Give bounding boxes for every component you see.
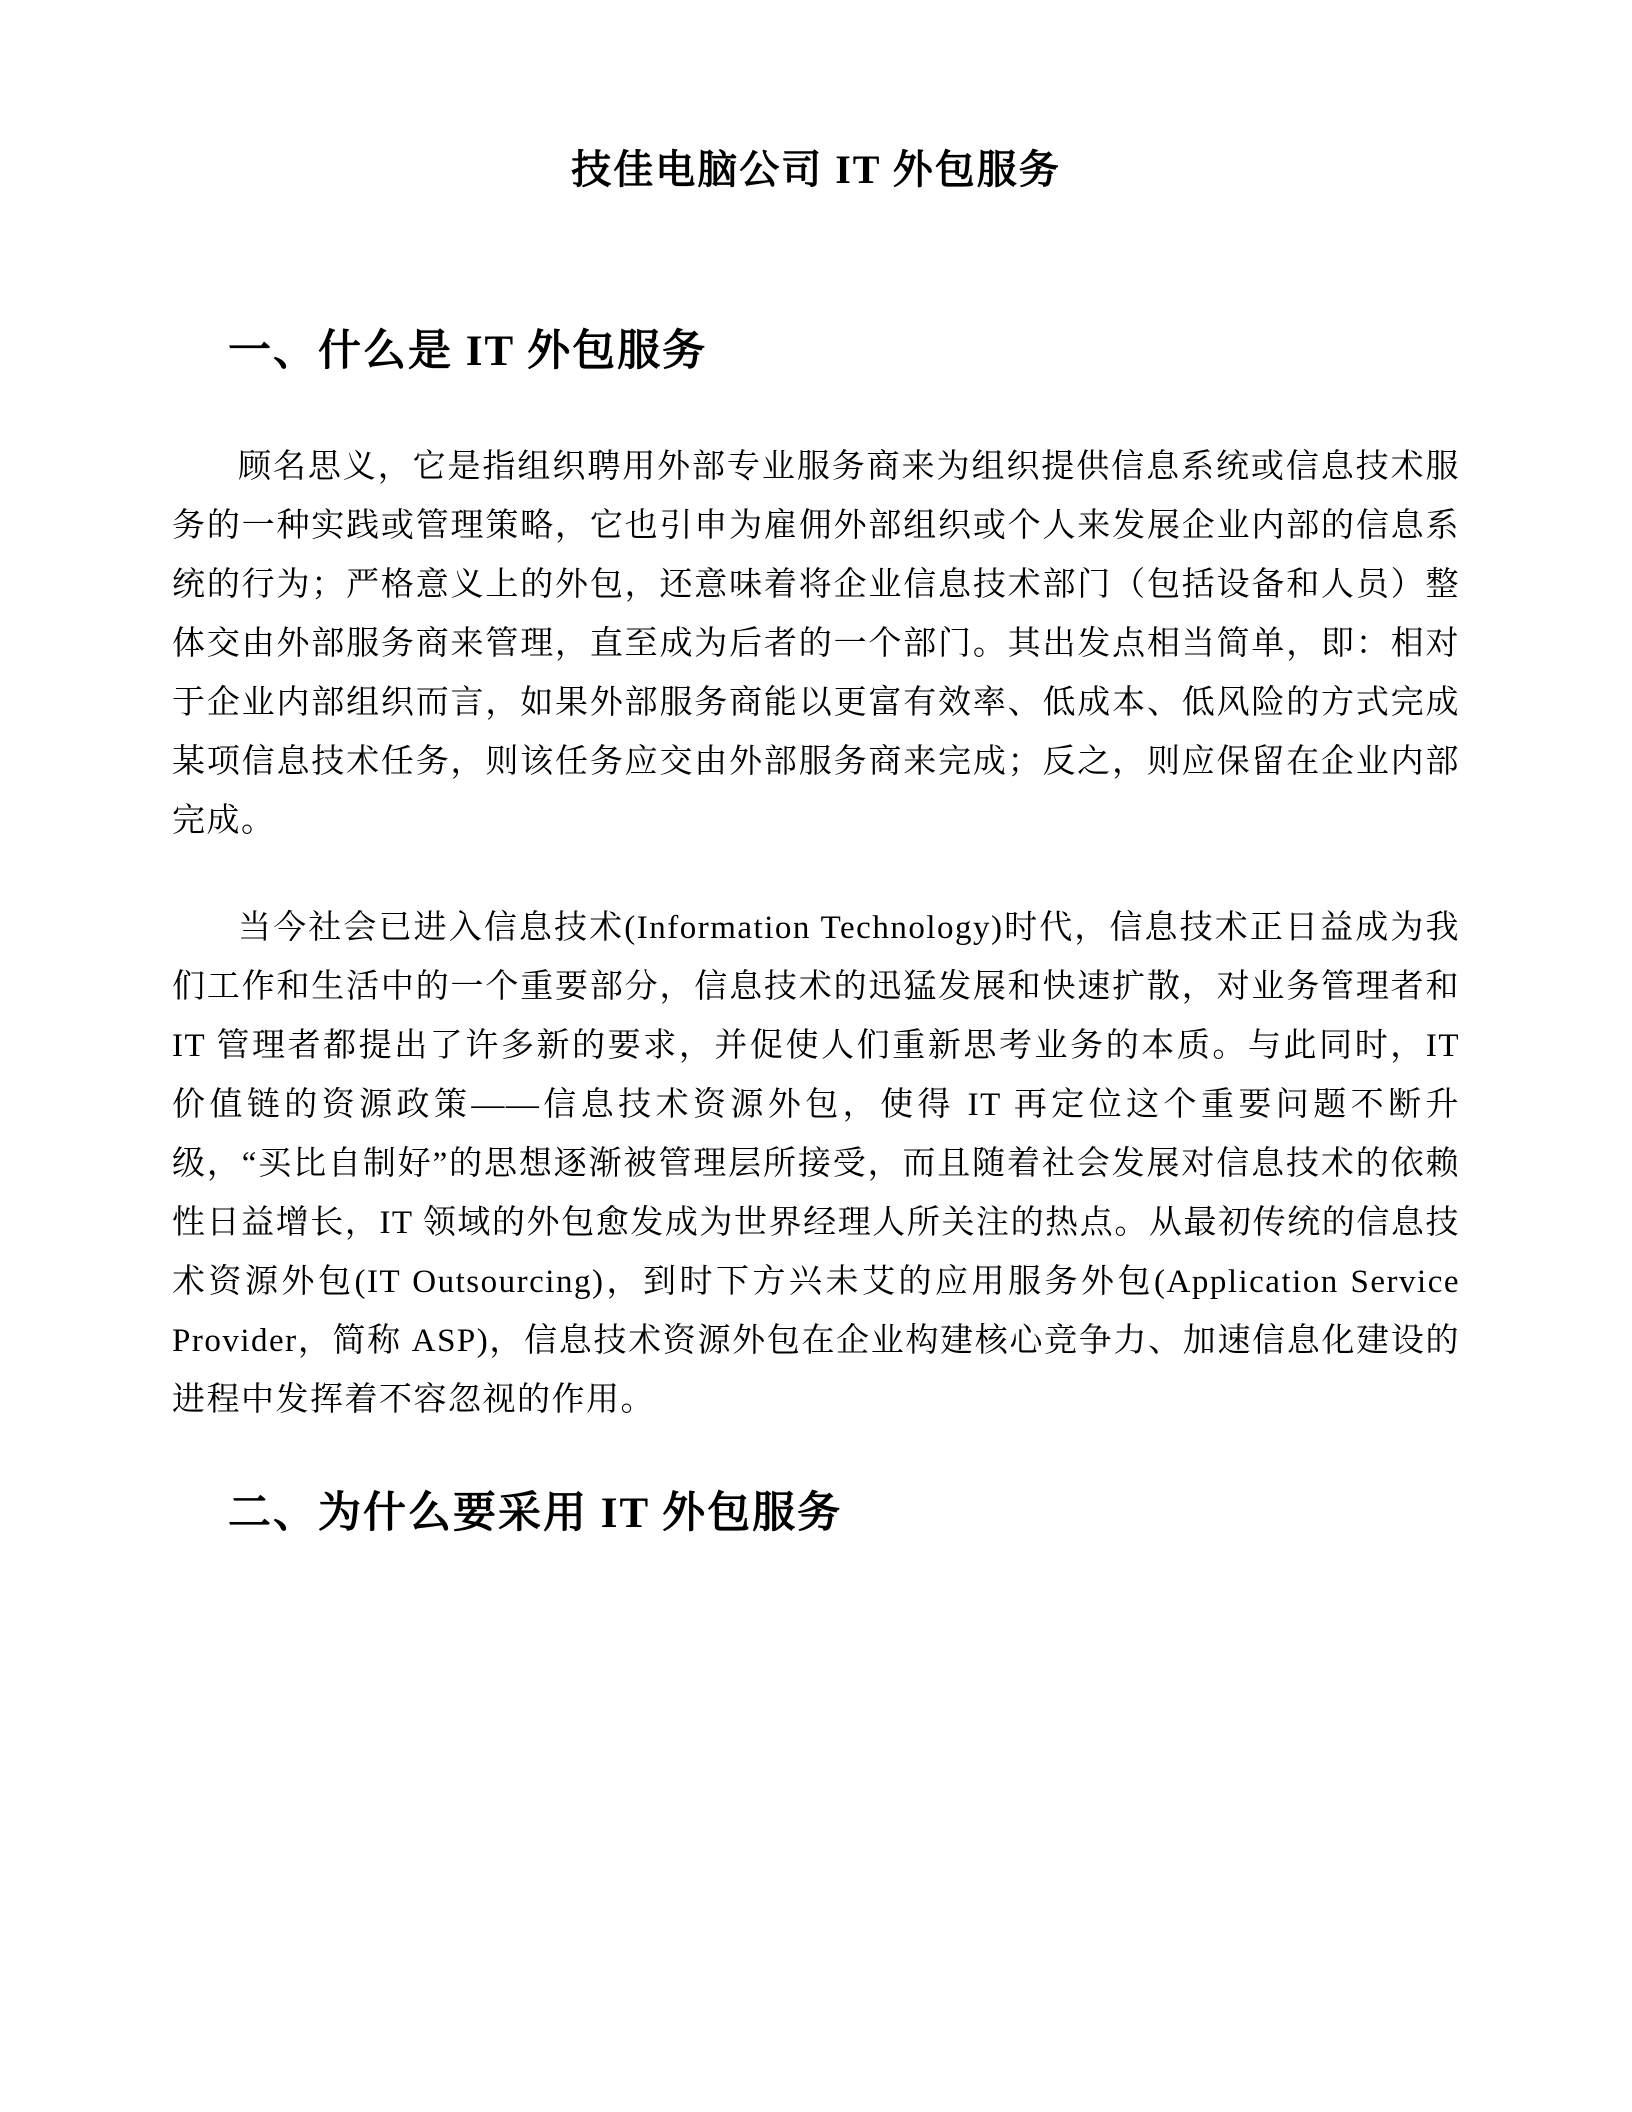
paragraph-background: 当今社会已进入信息技术(Information Technology)时代，信息技术正日益成为我们工作和生活中的一个重要部分，信息技术的迅猛发展和快速扩散，对业务管理者和 IT 管理者都提出了许多新的要求，并促使人们重新思考业务的本质。与此同时，IT 价值链的资源政策——信息技术资源外包，使得 IT 再定位这个重要问题不断升级，“买比自制好”的思想逐渐被管理层所接受，而且随着社会发展对信息技术的依赖性日益增长，IT 领域的外包愈发成为世界经理人所关注的热点。从最初传统的信息技术资源外包(IT Outsourcing)，到时下方兴未艾的应用服务外包(Application Service Provider，简称 ASP)，信息技术资源外包在企业构建核心竞争力、加速信息化建设的进程中发挥着不容忽视的作用。	[172, 910, 1460, 1418]
section-2-heading: 二、为什么要采用 IT 外包服务	[228, 1490, 843, 1537]
section-why-adopt-it-outsourcing	[172, 1488, 1460, 1540]
document-title: 技佳电脑公司 IT 外包服务	[571, 147, 1061, 192]
section-what-is-it-outsourcing	[172, 326, 1460, 1430]
paragraph-definition: 顾名思义，它是指组织聘用外部专业服务商来为组织提供信息系统或信息技术服务的一种实践或管理策略，它也引申为雇佣外部组织或个人来发展企业内部的信息系统的行为；严格意义上的外包，还意味着将企业信息技术部门（包括设备和人员）整体交由外部服务商来管理，直至成为后者的一个部门。其出发点相当简单，即：相对于企业内部组织而言，如果外部服务商能以更富有效率、低成本、低风险的方式完成某项信息技术任务，则该任务应交由外部服务商来完成；反之，则应保留在企业内部完成。	[172, 449, 1460, 839]
section-1-heading: 一、什么是 IT 外包服务	[228, 328, 708, 375]
